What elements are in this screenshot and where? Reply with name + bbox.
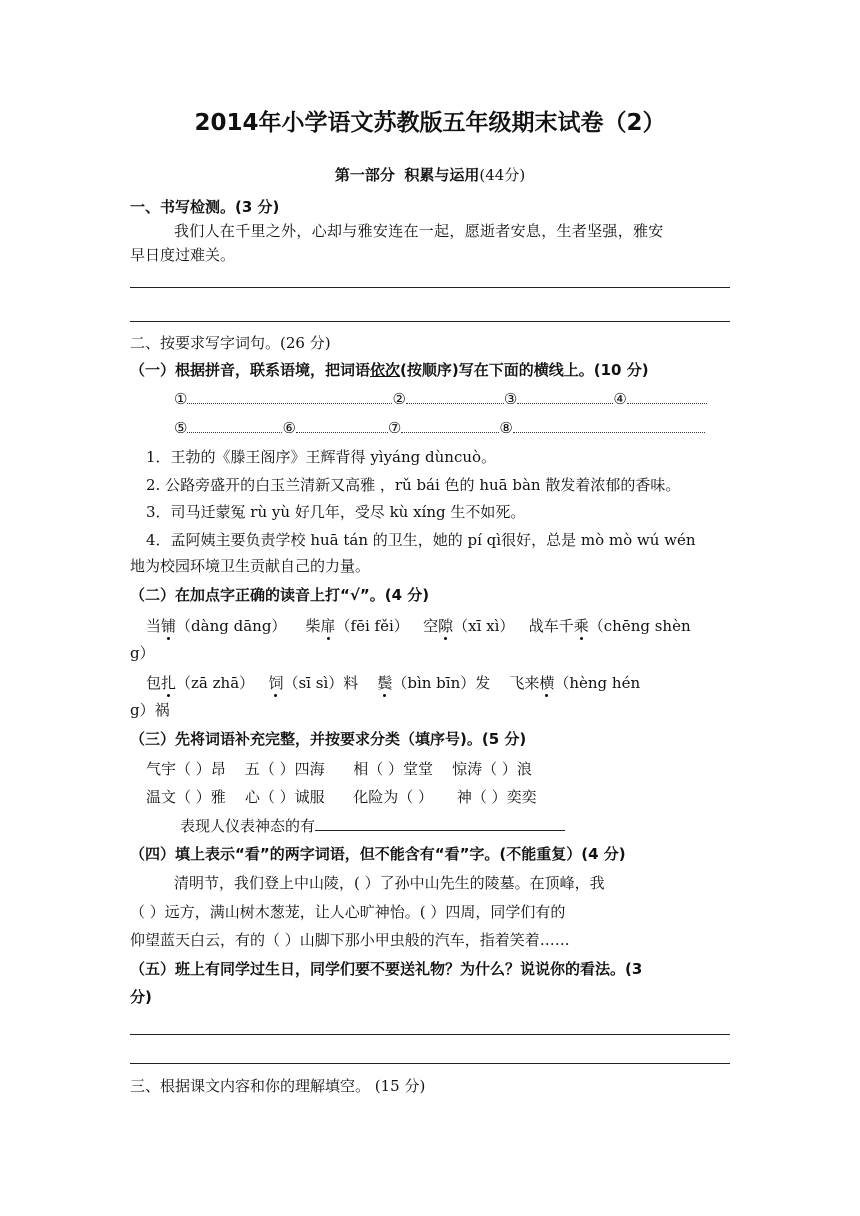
section3-heading: 三、根据课文内容和你的理解填空。 (15 分) xyxy=(130,1077,426,1095)
writing-line-2 xyxy=(130,321,730,322)
answer-blank[interactable] xyxy=(627,389,707,404)
idiom-item: 神（ ）奕奕 xyxy=(456,788,537,806)
answer-number: ③ xyxy=(503,390,518,408)
section1-heading: 一、书写检测。(3 分) xyxy=(130,198,280,216)
answer-blank[interactable] xyxy=(513,418,705,433)
answer-blank[interactable] xyxy=(517,389,613,404)
section1-text-line2: 早日度过难关。 xyxy=(130,246,236,264)
q3-classify-label: 表现人仪表神态的有 xyxy=(180,817,316,835)
pronunciation-item: 空隙（xī xì） xyxy=(423,617,515,635)
answer-number: ② xyxy=(392,390,406,408)
pronunciation-item: 鬓（bìn bīn）发 xyxy=(377,674,491,692)
part1-name: 积累与运用 xyxy=(404,166,480,184)
part1-score: (44分) xyxy=(479,166,526,184)
answer-number: ⑤ xyxy=(174,419,188,437)
q3-row-2 xyxy=(146,786,537,807)
pronunciation-item: 当铺（dàng dāng） xyxy=(146,617,287,635)
answer-blank[interactable] xyxy=(401,418,499,433)
part1-heading xyxy=(0,164,860,185)
answer-number: ⑥ xyxy=(282,419,296,437)
answer-number: ④ xyxy=(613,390,627,408)
answer-row-2 xyxy=(174,418,705,437)
q4-text-line: （ ）远方，满山树木葱茏，让人心旷神怡。( ）四周，同学们有的 xyxy=(130,903,566,921)
answer-blank[interactable] xyxy=(187,389,392,404)
q1-heading-rest: (按顺序)写在下面的横线上。(10 分) xyxy=(400,361,649,379)
q2-row-2-wrap: g）祸 xyxy=(130,701,170,719)
writing-line-1 xyxy=(130,287,730,288)
idiom-item: 心（ ）诚服 xyxy=(244,788,325,806)
q4-heading: （四）填上表示“看”的两字词语，但不能含有“看”字。(不能重复）(4 分) xyxy=(130,845,626,863)
answer-number: ⑦ xyxy=(387,419,402,437)
pronunciation-item: 包扎（zā zhā） xyxy=(146,674,255,692)
q3-heading: （三）先将词语补充完整，并按要求分类（填序号)。(5 分) xyxy=(130,730,527,748)
pronunciation-item: 饲（sī sì）料 xyxy=(268,674,359,692)
q5-heading: （五）班上有同学过生日，同学们要不要送礼物？为什么？说说你的看法。(3 xyxy=(130,960,643,978)
q1-item-continued: 地为校园环境卫生贡献自己的力量。 xyxy=(130,557,371,575)
q1-item: 2. 公路旁盛开的白玉兰清新又高雅 ，rǔ bái 色的 huā bàn 散发着浓郁的香味。 xyxy=(146,476,681,494)
answer-number: ① xyxy=(174,390,188,408)
answer-blank[interactable] xyxy=(296,418,388,433)
answer-line-1[interactable] xyxy=(130,1034,730,1035)
q1-item: 3．司马迁蒙冤 rù yù 好几年，受尽 kù xíng 生不如死。 xyxy=(146,503,526,521)
q3-classify-line xyxy=(180,815,565,836)
pronunciation-item: 飞来横（hèng hén xyxy=(509,674,641,692)
answer-row-1 xyxy=(174,389,707,408)
answer-line-2[interactable] xyxy=(130,1063,730,1064)
section1-text-line1: 我们人在千里之外，心却与雅安连在一起，愿逝者安息，生者坚强，雅安 xyxy=(174,222,664,240)
q5-heading-wrap: 分) xyxy=(130,988,152,1006)
section2-heading: 二、按要求写字词句。(26 分) xyxy=(130,334,331,352)
pronunciation-item: 战车千乘（chēng shèn xyxy=(528,617,691,635)
idiom-item: 温文（ ）雅 xyxy=(146,788,226,806)
q3-row-1 xyxy=(146,758,532,779)
q2-row-2 xyxy=(146,672,640,693)
idiom-item: 惊涛（ ）浪 xyxy=(452,760,532,778)
q4-text-line: 清明节，我们登上中山陵，( ）了孙中山先生的陵墓。在顶峰，我 xyxy=(174,874,605,892)
part1-label: 第一部分 xyxy=(334,166,395,184)
idiom-item: 气宇（ ）昂 xyxy=(146,760,226,778)
classify-answer-blank[interactable] xyxy=(315,816,565,831)
q1-item: 1．王勃的《滕王阁序》王辉背得 yìyáng dùncuò。 xyxy=(146,448,497,466)
q1-heading-text: （一）根据拼音，联系语境，把词语 xyxy=(130,361,371,379)
q2-row-1-wrap: g） xyxy=(130,644,155,662)
q1-item: 4．孟阿姨主要负责学校 huā tán 的卫生，她的 pí qì很好，总是 mò mò wú wén xyxy=(146,531,696,549)
q1-heading xyxy=(130,359,649,380)
idiom-item: 化险为（ ） xyxy=(353,788,434,806)
q1-heading-underlined: 依次 xyxy=(370,361,401,379)
answer-blank[interactable] xyxy=(406,389,504,404)
q2-row-1 xyxy=(146,615,691,636)
q4-text-line: 仰望蓝天白云，有的（ ）山脚下那小甲虫般的汽车，指着笑着…… xyxy=(130,931,570,949)
exam-title: 2014年小学语文苏教版五年级期末试卷（2） xyxy=(194,110,666,136)
idiom-item: 相（ ）堂堂 xyxy=(353,760,434,778)
answer-number: ⑧ xyxy=(499,419,513,437)
answer-blank[interactable] xyxy=(187,418,282,433)
pronunciation-item: 柴扉（fēi fěi） xyxy=(305,617,409,635)
idiom-item: 五（ ）四海 xyxy=(244,760,325,778)
q2-heading: （二）在加点字正确的读音上打“√”。(4 分) xyxy=(130,586,430,604)
